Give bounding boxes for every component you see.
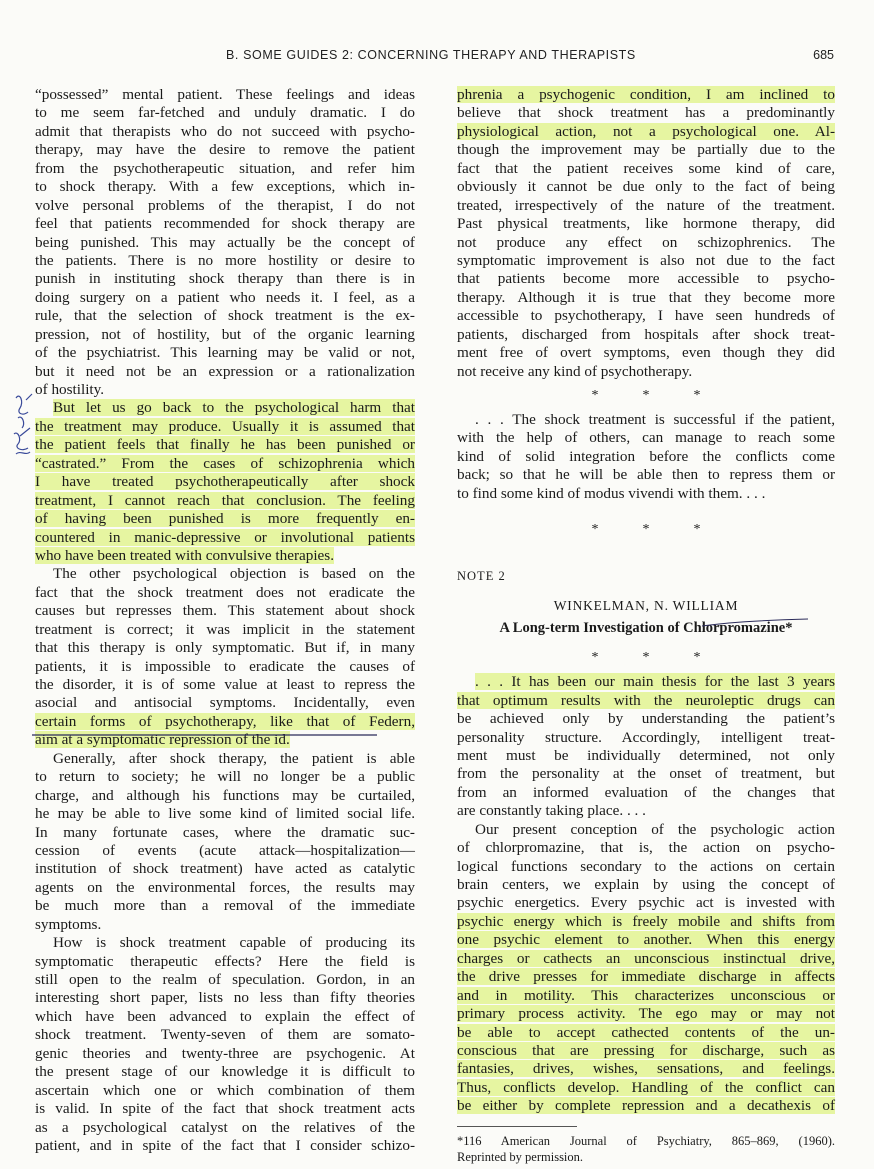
text-line: who have been treated with convulsive therapies. xyxy=(35,546,335,564)
text-line: of hostility. xyxy=(35,381,105,398)
text-line: the patient feels that finally he has been punished or xyxy=(35,436,415,454)
text-line: of having been punished is more frequently en- xyxy=(35,510,415,528)
text-line: therapy. Although it is true that they become more xyxy=(457,288,835,306)
text-line: is valid. In spite of the fact that shock treatment acts xyxy=(35,1100,415,1118)
text-line: therapy, may have the desire to remove the patient xyxy=(35,141,415,159)
pen-underline-mark xyxy=(32,733,377,737)
text-line: to find some kind of modus vivendi with them. . . . xyxy=(457,484,766,502)
text-line: punish in instituting shock therapy than there is in xyxy=(35,270,415,288)
text-line: patients, it is impossible to eradicate the causes of xyxy=(35,657,415,675)
text-line: the disorder, it is of some value at least to repress the xyxy=(35,676,415,693)
text-line: back; so that he will be able then to repress them or xyxy=(457,466,835,484)
text-line: to shock therapy. With a few exceptions, which in- xyxy=(35,178,415,196)
text-line: pression, not of hostility, but of the organic learning xyxy=(35,325,415,343)
text-line: to return to society; he will no longer be a public xyxy=(35,768,415,786)
text-line: patients, discharged from hospitals after shock treat- xyxy=(457,325,835,343)
text-line: phrenia a psychogenic condition, I am inclined to xyxy=(457,86,835,103)
text-line: cession of events (acute attack—hospitalization— xyxy=(35,841,415,859)
text-line: be achieved only by understanding the patient’s xyxy=(457,710,835,728)
header-title: B. SOME GUIDES 2: CONCERNING THERAPY AND THERAPISTS xyxy=(226,48,636,62)
text-line: I have treated psychotherapeutically after shock xyxy=(35,473,415,491)
text-line: institution of shock treatment) have acted as catalytic xyxy=(35,860,415,878)
text-line: be either by complete repression and a decathexis of xyxy=(457,1097,835,1115)
text-line: feel that patients recommended for shock therapy are xyxy=(35,215,415,233)
running-header xyxy=(0,44,874,68)
text-line: “castrated.” From the cases of schizophrenia which xyxy=(35,454,415,472)
text-line: ascertain which one or which combination of them xyxy=(35,1081,415,1099)
text-line: patient, and in spite of the fact that I consider schizo- xyxy=(35,1136,415,1154)
text-line: with the help of others, can manage to reach some xyxy=(457,429,835,447)
separator-stars-2: * * * xyxy=(591,521,701,537)
text-line: “possessed” mental patient. These feelings and ideas xyxy=(35,86,415,103)
text-line: one psychic element to another. When this energy xyxy=(457,931,835,949)
text-line: ment must be individually determined, not only xyxy=(457,746,835,764)
article-title: A Long-term Investigation of Chlorpromazine* xyxy=(499,620,793,637)
text-line: But let us go back to the psychological harm that xyxy=(53,399,415,417)
text-line: shock treatment. Twenty-seven of them are somato- xyxy=(35,1026,415,1044)
text-line: certain forms of psychotherapy, like that of Federn, xyxy=(35,712,415,730)
pen-underline-mark xyxy=(700,618,810,628)
text-line: causes but represses them. This statement about shock xyxy=(35,602,415,620)
text-line: believe that shock treatment has a predominantly xyxy=(457,104,835,122)
text-line: treatment is correct; it was implicit in the statement xyxy=(35,620,415,638)
text-line: that patients become more accessible to psycho- xyxy=(457,270,835,288)
text-line: the present stage of our knowledge it is difficult to xyxy=(35,1063,415,1081)
text-line: countered in manic-depressive or involutional patients xyxy=(35,528,415,546)
text-line: admit that therapists who do not succeed with psycho- xyxy=(35,122,415,140)
text-line: rule, that the selection of shock treatment is the ex- xyxy=(35,307,415,325)
note-body xyxy=(457,673,835,1116)
text-line: accessible to psychotherapy, I have seen hundreds of xyxy=(457,307,835,325)
text-line: that optimum results with the neuroleptic drugs can xyxy=(457,691,835,709)
text-line: from the psychotherapeutic situation, and refer him xyxy=(35,159,415,177)
text-line: kind of solid integration before the conflicts come xyxy=(457,447,835,465)
text-line: from an informed evaluation of the changes that xyxy=(457,783,835,801)
text-line: aim at a symptomatic repression of the id. xyxy=(35,731,290,749)
text-line: which have been advanced to explain the effect of xyxy=(35,1007,415,1025)
text-line: symptomatic improvement is also not due to the fact xyxy=(457,251,835,269)
text-line: interesting short paper, lists no less than fifty theories xyxy=(35,989,415,1007)
text-line: be much more than a removal of the immediate xyxy=(35,897,415,915)
text-line: Generally, after shock therapy, the patient is able xyxy=(53,749,415,767)
text-line: fact that the shock treatment does not eradicate the xyxy=(35,583,415,601)
text-line: and in motility. This characterizes unconscious or xyxy=(457,986,835,1004)
text-line: logical functions secondary to the actions on certain xyxy=(457,857,835,875)
text-line: agents on the environmental forces, the results may xyxy=(35,878,415,896)
text-line: psychic energetics. Every psychic act is invested with xyxy=(457,894,835,912)
text-line: charge, and although his functions may be curtailed, xyxy=(35,786,415,804)
text-line: . . . It has been our main thesis for the last 3 years xyxy=(475,673,835,691)
separator-stars-1: * * * xyxy=(591,387,701,403)
text-line: ment free of overt symptoms, even though they did xyxy=(457,344,835,362)
separator-stars-3: * * * xyxy=(591,649,701,665)
text-line: but it need not be an expression or a rationalization xyxy=(35,362,415,380)
text-line: though the improvement may be partially due to the xyxy=(457,141,835,159)
text-line: are constantly taking place. . . . xyxy=(457,802,646,820)
text-line: that this therapy is only symptomatic. But if, in many xyxy=(35,639,415,657)
text-line: treatment, I cannot reach that conclusion. The feeling xyxy=(35,491,415,509)
text-line: he may be able to live some kind of limited social life. xyxy=(35,805,415,823)
text-line: asocial and antisocial symptoms. Incidentally, even xyxy=(35,694,415,712)
text-line: Thus, conflicts develop. Handling of the conflict can xyxy=(457,1078,835,1096)
text-line: physiological action, not a psychological one. Al- xyxy=(457,122,835,140)
text-line: . . . The shock treatment is successful if the patient, xyxy=(475,411,835,428)
text-line: *116 American Journal of Psychiatry, 865–869, (1960). xyxy=(457,1133,835,1148)
text-line: not receive any kind of psychotherapy. xyxy=(457,362,693,380)
text-line: still open to the realm of speculation. Gordon, in an xyxy=(35,971,415,988)
text-line: genic theories and twenty-three are psychogenic. At xyxy=(35,1044,415,1062)
text-line: primary process activity. The ego may or may not xyxy=(457,1005,835,1023)
text-line: How is shock treatment capable of producing its xyxy=(53,934,415,952)
text-line: volve personal problems of the therapist, I do not xyxy=(35,196,415,214)
text-line: symptoms. xyxy=(35,915,102,933)
left-column xyxy=(35,86,415,1155)
note-author: WINKELMAN, N. WILLIAM xyxy=(553,598,739,614)
text-line: be able to accept cathected contents of the un- xyxy=(457,1023,835,1041)
text-line: doing surgery on a patient who needs it. I feel, as a xyxy=(35,288,415,306)
text-line: brain centers, we explain by using the concept of xyxy=(457,876,835,893)
text-line: not produce any effect on schizophrenics. The xyxy=(457,233,835,251)
footnote xyxy=(457,1133,835,1165)
text-line: being punished. This may actually be the concept of xyxy=(35,233,415,251)
text-line: Past physical treatments, like hormone therapy, did xyxy=(457,215,835,233)
text-line: of the psychiatrist. This learning may be valid or not, xyxy=(35,344,415,362)
text-line: treated, irrespectively of the nature of the treatment. xyxy=(457,196,835,214)
text-line: the drive presses for immediate discharge in affects xyxy=(457,968,835,986)
excerpt-paragraph xyxy=(457,411,835,503)
text-line: the treatment may produce. Usually it is assumed that xyxy=(35,417,415,435)
text-line: fact that the patient receives some kind of care, xyxy=(457,159,835,177)
handwritten-margin-note xyxy=(10,390,38,460)
right-top-paragraph xyxy=(457,86,835,381)
text-line: conscious that are pressing for discharge, such as xyxy=(457,1041,835,1059)
text-line: fantasies, drives, wishes, sensations, and feelings. xyxy=(457,1060,835,1078)
text-line: Reprinted by permission. xyxy=(457,1149,584,1164)
note-label: NOTE 2 xyxy=(457,569,506,584)
text-line: Our present conception of the psychologic action xyxy=(475,820,835,838)
page-number: 685 xyxy=(813,48,834,62)
text-line: as a psychological catalyst on the relatives of the xyxy=(35,1118,415,1136)
text-line: from the personality at the onset of treatment, but xyxy=(457,765,835,783)
text-line: psychic energy which is freely mobile and shifts from xyxy=(457,912,835,930)
text-line: The other psychological objection is based on the xyxy=(53,565,415,583)
text-line: In many fortunate cases, where the dramatic suc- xyxy=(35,823,415,841)
text-line: the patients. There is no more hostility or desire to xyxy=(35,251,415,269)
text-line: of chlorpromazine, that is, the action on psycho- xyxy=(457,839,835,857)
text-line: symptomatic therapeutic effects? Here the field is xyxy=(35,952,415,970)
text-line: personality structure. Accordingly, intelligent treat- xyxy=(457,728,835,746)
text-line: obviously it cannot be due only to the fact of being xyxy=(457,178,835,196)
text-line: charges or cathects an unconscious instinctual drive, xyxy=(457,949,835,967)
text-line: to me seem far-fetched and unduly dramatic. I do xyxy=(35,104,415,122)
footnote-rule xyxy=(457,1126,577,1127)
